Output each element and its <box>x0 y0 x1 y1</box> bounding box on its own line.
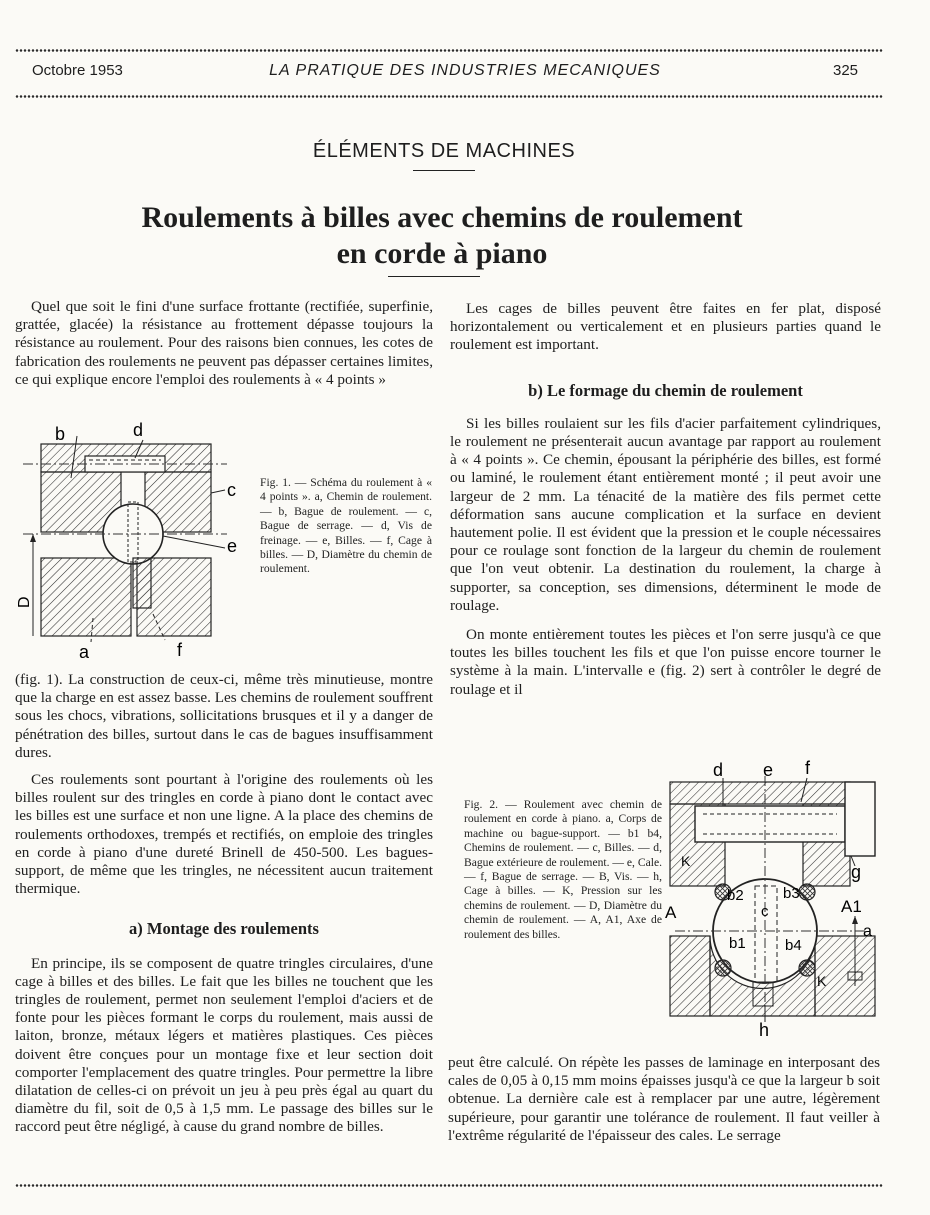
fig2-label-a: a <box>863 923 872 940</box>
fig2-label-k-top: K <box>681 853 691 869</box>
title-line-1: Roulements à billes avec chemins de roulement <box>141 201 743 234</box>
fig2-label-A1: A1 <box>841 897 862 916</box>
bottom-dotted-rule <box>15 1183 883 1188</box>
fig2-label-b3: b3 <box>783 885 800 902</box>
header-date: Octobre 1953 <box>32 62 123 79</box>
paragraph: Quel que soit le fini d'une surface frottante (rectifiée, superfinie, grattée, glacée) la résistance au frottement dépasse toujours la résistance au roulement. Pour des raisons bien connues, les cotes de fabrication des roulements ne peuvent pas dépasser certaines limites, ce qui explique encore l'emploi des roulements à « 4 points » <box>15 298 433 388</box>
title-line-2: en corde à piano <box>336 237 548 270</box>
fig2-label-A: A <box>665 903 677 922</box>
fig2-label-f: f <box>805 758 811 778</box>
header-journal: LA PRATIQUE DES INDUSTRIES MECANIQUES <box>269 62 661 79</box>
paragraph: Si les billes roulaient sur les fils d'acier parfaitement cylindriques, le roulement ne présenterait aucun avantage par rapport au roulement à « 4 points ». Ce chemin, épousant la périphérie des billes, est formé ou laminé, le roulement étant entièrement monté ; il peut avoir une largeur de 2 mm. La ténacité de la matière des fils permet cette déformation sans aucune complication et la surface en devient hautement polie. Il est évident que la pression et le couple nécessaires pour ce roulage sont fonction de la largeur du chemin de roulement que l'on veut obtenir. La destination du roulement, la charge à supporter, sa conception, ses dimensions, déterminent le mode de roulage. <box>450 414 881 614</box>
fig2-label-e: e <box>763 760 774 780</box>
heading-formage: b) Le formage du chemin de roulement <box>528 380 803 400</box>
fig1-label-e: e <box>227 536 238 556</box>
paragraph: Les cages de billes peuvent être faites en fer plat, disposé horizontalement ou verticalement et en plusieurs parties quand le roulement est important. <box>450 300 881 354</box>
figure-1-diagram <box>15 418 250 663</box>
paragraph: On monte entièrement toutes les pièces et l'on serre jusqu'à ce que toutes les billes touchent les fils et que l'on puisse encore tourner le système à la main. L'intervalle e (fig. 2) sert à contrôler le degré de roulage et il <box>450 626 881 698</box>
fig1-label-D: D <box>16 596 33 608</box>
paragraph: Ces roulements sont pourtant à l'origine des roulements où les billes roulent sur des tringles en corde à piano dont le contact avec les billes est une surface et non une ligne. A la place des chemins de roulements orthodoxes, trempés et rectifiés, on emploie des tringles en corde à piano d'une dureté Brinell de 450-500. Les bagues-support, de même que les tringles, ne nécessitent aucun traitement thermique. <box>15 771 433 898</box>
figure-2-diagram <box>665 756 890 1038</box>
section-rule <box>413 170 475 171</box>
article-title <box>0 200 884 272</box>
header-dotted-rule <box>15 94 883 99</box>
left-column-top <box>15 298 433 389</box>
fig2-label-k-bottom: K <box>817 973 827 989</box>
paragraph: En principe, ils se composent de quatre tringles circulaires, d'une cage à billes et des billes. Le fait que les billes ne touchent que les tringles de roulement, permet non seulement l'emploi d'aciers et de fonte pour les pièces formant le corps du roulement, mais aussi de laiton, bronze, métaux légers et matières plastiques. Ces pièces doivent être conçues pour un montage fixe et leur section doit comporter l'emplacement des quatre tringles. Pour permettre la libre dilatation de celles-ci on prévoit un jeu à peu près égal au quart du diamètre du fil, soit de 0,5 à 1,5 mm. Le passage des billes sur le raccord peut être négligé, à cause du grand nombre de billes. <box>15 954 433 1136</box>
section-heading: ÉLÉMENTS DE MACHINES <box>312 140 576 162</box>
fig2-label-b1: b1 <box>729 935 746 952</box>
right-column-bottom <box>448 1054 880 1145</box>
paragraph: (fig. 1). La construction de ceux-ci, même très minutieuse, montre que la charge en est assez basse. Les chemins de roulement souffrent sous les chocs, vibrations, sollicitations brusques et il y a danger de pénétration des billes, surtout dans le cas de bagues insuffisamment dures. <box>15 671 433 761</box>
paragraph: peut être calculé. On répète les passes de laminage en interposant des cales de 0,05 à 0,15 mm moins épaisses jusqu'à ce que la largeur b soit obtenue. La dernière cale est à remplacer par une autre, légèrement supérieure, pour garantir une tolérance de roulement. Il faut veiller à l'extrême régularité de l'épaisseur des cales. Le serrage <box>448 1054 880 1144</box>
fig1-label-c: c <box>227 480 236 500</box>
title-rule <box>388 276 480 277</box>
fig2-label-c: c <box>761 903 769 920</box>
fig2-label-b4: b4 <box>785 937 802 954</box>
fig2-label-d: d <box>713 760 724 780</box>
fig2-label-b2: b2 <box>727 887 744 904</box>
fig2-label-h: h <box>759 1020 770 1038</box>
fig1-label-d: d <box>133 420 144 440</box>
fig1-label-b: b <box>55 424 66 444</box>
header-page-number: 325 <box>833 62 859 79</box>
right-column-top <box>450 300 881 699</box>
top-dotted-rule <box>15 48 883 53</box>
heading-montage: a) Montage des roulements <box>129 919 319 939</box>
fig2-label-g: g <box>851 862 862 882</box>
figure-1-caption: Fig. 1. — Schéma du roulement à « 4 points ». a, Chemin de roulement. — b, Bague de roulement. — c, Bague de serrage. — d, Vis de freinage. — e, Billes. — f, Cage à billes. — D, Diamètre du chemin de roulement. <box>260 476 432 576</box>
fig1-label-a: a <box>79 642 90 662</box>
left-column-bottom <box>15 671 433 1137</box>
figure-2-caption: Fig. 2. — Roulement avec chemin de roulement en corde à piano. a, Corps de machine ou bague-support. — b1 b4, Chemins de roulement. — c, Billes. — d, Bague extérieure de roulement. — e, Cale. — f, Bague de serrage. — B, Vis. — h, Cage à billes. — K, Pression sur les chemins de roulement. — D, Diamètre du chemin de roulement. — A, A1, Axe de roulement des billes. <box>464 798 662 941</box>
fig1-label-f: f <box>177 640 183 660</box>
